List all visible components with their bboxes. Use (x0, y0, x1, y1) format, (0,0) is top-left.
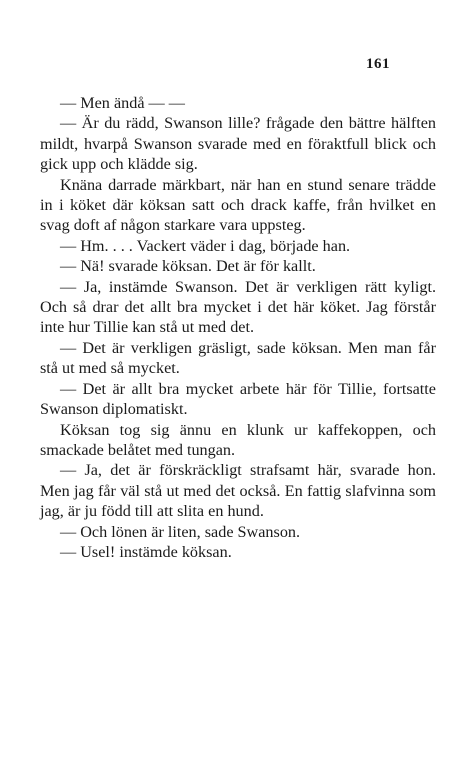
paragraph: — Ja, instämde Swanson. Det är verkligen rätt kyligt. Och så drar det allt bra mycket i det här köket. Jag förstår inte hur Tillie kan stå ut med det. (40, 277, 436, 337)
page-number: 161 (366, 56, 390, 72)
paragraph: — Och lönen är liten, sade Swanson. (60, 522, 301, 541)
paragraph: — Ja, det är förskräckligt strafsamt här, svarade hon. Men jag får väl stå ut med det också. En fattig slafvinna som jag, är ju född till att slita en hund. (40, 461, 436, 521)
paragraph: — Hm. . . . Vackert väder i dag, började han. (60, 236, 351, 255)
paragraph: Köksan tog sig ännu en klunk ur kaffekoppen, och smackade belåtet med tungan. (40, 420, 436, 459)
paragraph: — Men ändå — — (60, 94, 185, 112)
paragraph: — Är du rädd, Swanson lille? frågade den bättre hälften mildt, hvarpå Swanson svarade med en föraktfull blick och gick upp och klädde sig. (40, 114, 436, 174)
paragraph: — Nä! svarade köksan. Det är för kallt. (60, 257, 316, 276)
paragraph: — Det är verkligen gräsligt, sade köksan. Men man får stå ut med så mycket. (40, 338, 436, 378)
paragraph: — Usel! instämde köksan. (60, 542, 232, 561)
paragraph: Knäna darrade märkbart, när han en stund senare trädde in i köket där köksan satt och drack kaffe, från hvilket en svag doft af någon starkare vara uppsteg. (40, 175, 436, 235)
body-text (40, 93, 436, 562)
paragraph: — Det är allt bra mycket arbete här för Tillie, fortsatte Swanson diplomatiskt. (40, 379, 436, 419)
